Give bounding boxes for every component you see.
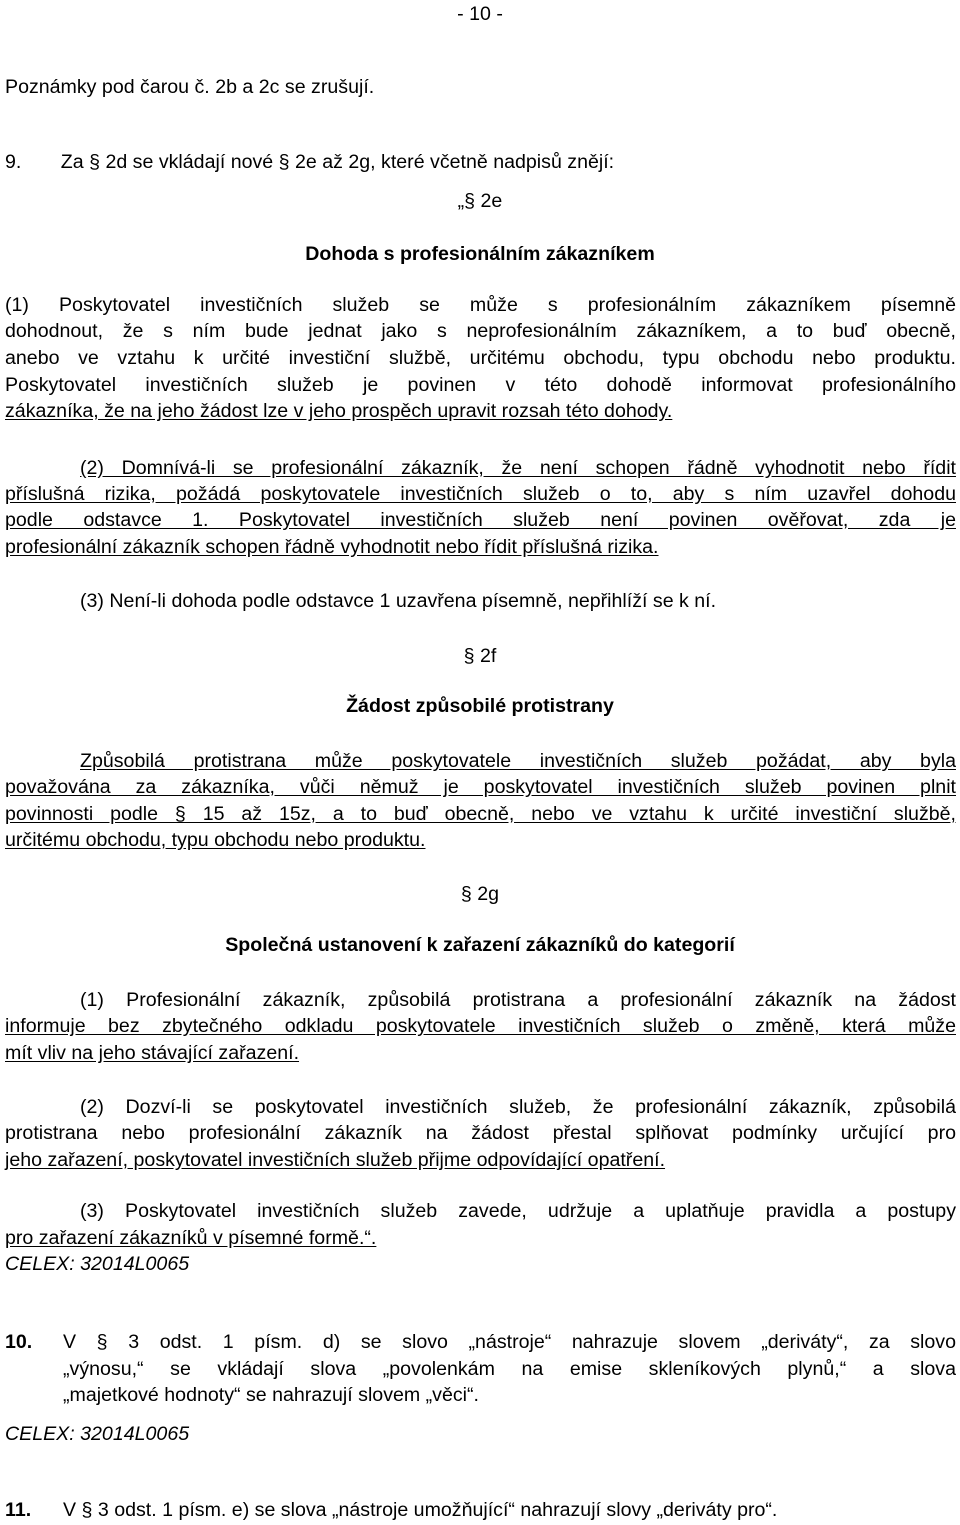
- text-line: pro zařazení zákazníků v písemné formě.“.: [5, 1227, 377, 1249]
- page-number: - 10 -: [457, 3, 503, 25]
- item-9-text: Za § 2d se vkládají nové § 2e až 2g, které včetně nadpisů znějí:: [60, 151, 615, 173]
- text-line: anebo ve vztahu k určité investiční službě, určitému obchodu, typu obchodu nebo produktu.: [5, 347, 956, 369]
- section-2e-title: Dohoda s profesionálním zákazníkem: [305, 243, 655, 265]
- text-line: (3) Poskytovatel investičních služeb zavede, udržuje a uplatňuje pravidla a postupy: [80, 1200, 956, 1222]
- item-9: [5, 149, 614, 175]
- text-line: povinnosti podle § 15 až 15z, a to buď obecně, nebo ve vztahu k určité investiční službě,: [5, 803, 956, 825]
- text-line: mít vliv na jeho stávající zařazení.: [5, 1042, 300, 1064]
- footnote-repeal: Poznámky pod čarou č. 2b a 2c se zrušují.: [5, 76, 375, 98]
- text-line: zákazníka, že na jeho žádost lze v jeho prospěch upravit rozsah této dohody.: [5, 400, 673, 422]
- text-line: dohodnout, že s ním bude jednat jako s neprofesionálním zákazníkem, a to buď obecně,: [5, 320, 956, 342]
- section-2g-title: Společná ustanovení k zařazení zákazníků do kategorií: [225, 934, 735, 956]
- item-11-text: V § 3 odst. 1 písm. e) se slova „nástroje umožňující“ nahrazují slovy „deriváty pro“.: [63, 1499, 778, 1521]
- text-line: Způsobilá protistrana může poskytovatele investičních služeb požádat, aby byla: [80, 750, 956, 772]
- text-line: „výnosu,“ se vkládají slova „povolenkám na emise skleníkových plynů,“ a slova: [63, 1358, 956, 1380]
- text-line: jeho zařazení, poskytovatel investičních služeb přijme odpovídající opatření.: [5, 1149, 666, 1171]
- text-line: (1) Profesionální zákazník, způsobilá protistrana a profesionální zákazník na žádost: [80, 989, 956, 1011]
- text-line: považována za zákazníka, vůči němuž je poskytovatel investičních služeb povinen plnit: [5, 776, 956, 798]
- text-line: informuje bez zbytečného odkladu poskytovatele investičních služeb o změně, která může: [5, 1015, 956, 1037]
- section-2f-title: Žádost způsobilé protistrany: [346, 695, 614, 717]
- section-2f-number: § 2f: [463, 645, 497, 667]
- text-line: (1) Poskytovatel investičních služeb se může s profesionálním zákazníkem písemně: [5, 294, 956, 316]
- text-line: (2) Dozví-li se poskytovatel investičních služeb, že profesionální zákazník, způsobilá: [80, 1096, 956, 1118]
- section-2e-paragraph-3: (3) Není-li dohoda podle odstavce 1 uzavřena písemně, nepřihlíží se k ní.: [80, 590, 717, 612]
- text-line: „majetkové hodnoty“ se nahrazují slovem „věci“.: [63, 1384, 479, 1406]
- celex-reference: CELEX: 32014L0065: [5, 1423, 190, 1445]
- text-line: protistrana nebo profesionální zákazník na žádost přestal splňovat podmínky určující pro: [5, 1122, 956, 1144]
- section-2e-number: „§ 2e: [457, 190, 503, 212]
- text-line: podle odstavce 1. Poskytovatel investičních služeb není povinen ověřovat, zda je: [5, 509, 956, 531]
- section-2g-number: § 2g: [460, 883, 500, 905]
- text-line: V § 3 odst. 1 písm. d) se slovo „nástroje“ nahrazuje slovem „deriváty“, za slovo: [63, 1331, 956, 1353]
- text-line: příslušná rizika, požádá poskytovatele investičních služeb o to, aby s ním uzavřel dohodu: [5, 483, 956, 505]
- text-line: určitému obchodu, typu obchodu nebo produktu.: [5, 829, 426, 851]
- item-11-number: 11.: [5, 1499, 32, 1521]
- text-line: (2) Domnívá-li se profesionální zákazník, že není schopen řádně vyhodnotit nebo řídit: [80, 457, 956, 479]
- text-line: profesionální zákazník schopen řádně vyhodnotit nebo řídit příslušná rizika.: [5, 536, 659, 558]
- celex-reference: CELEX: 32014L0065: [5, 1253, 190, 1275]
- item-10-number: 10.: [5, 1331, 33, 1353]
- item-9-number: 9.: [5, 151, 22, 173]
- text-line: Poskytovatel investičních služeb je povinen v této dohodě informovat profesionálního: [5, 374, 956, 396]
